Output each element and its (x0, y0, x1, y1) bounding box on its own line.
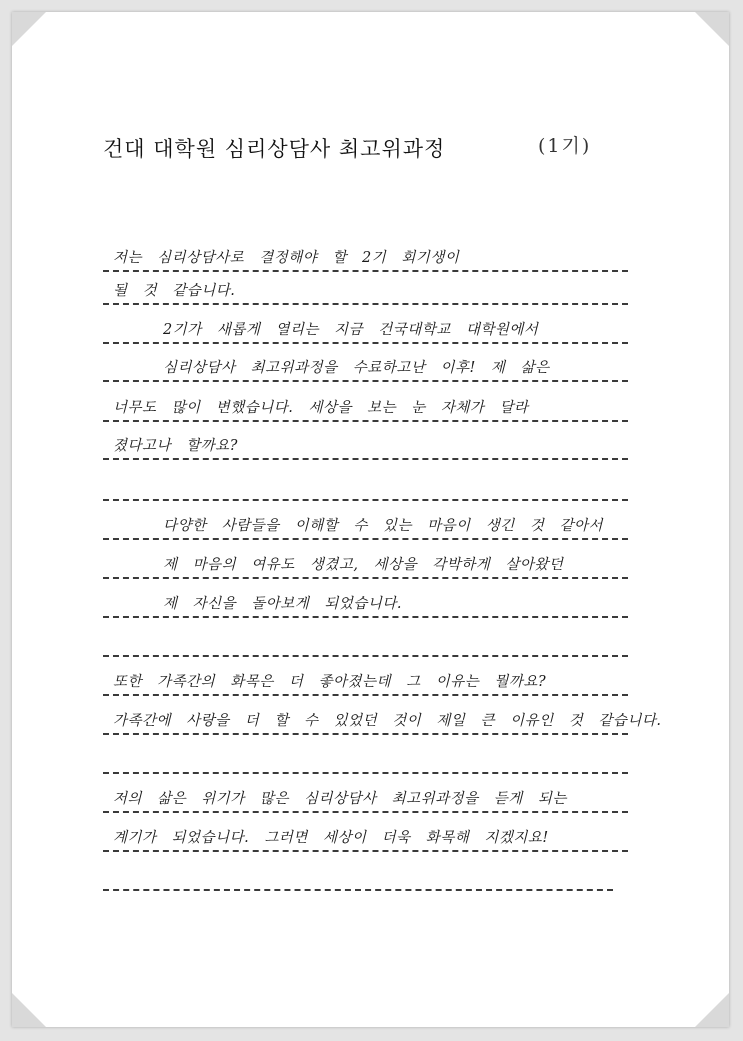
line-text: 다양한 사람들을 이해할 수 있는 마음이 생긴 것 같아서 (163, 518, 604, 534)
handwritten-line (103, 508, 628, 540)
handwritten-line (103, 742, 628, 774)
line-text: 될 것 같습니다. (113, 283, 236, 299)
line-text: 심리상담사 최고위과정을 수료하고난 이후! 제 삶은 (163, 360, 550, 376)
handwritten-line (103, 390, 628, 422)
line-text: 가족간에 사랑을 더 할 수 있었던 것이 제일 큰 이유인 것 같습니다. (113, 713, 662, 729)
line-text: 졌다고나 할까요? (113, 438, 238, 454)
handwritten-line (103, 312, 628, 344)
corner-fold-top-left (12, 12, 46, 46)
corner-fold-top-right (695, 12, 729, 46)
handwritten-line (103, 469, 628, 501)
line-text: 저의 삶은 위기가 많은 심리상담사 최고위과정을 듣게 되는 (113, 791, 567, 807)
handwritten-line (103, 703, 662, 735)
line-text: 너무도 많이 변했습니다. 세상을 보는 눈 자체가 달라 (113, 400, 529, 416)
title-note: (1기) (538, 135, 592, 157)
line-text: 제 자신을 돌아보게 되었습니다. (163, 596, 403, 612)
handwritten-line (103, 820, 628, 852)
handwritten-line (103, 586, 628, 618)
handwritten-line (103, 781, 628, 813)
line-text: 2기가 새롭게 열리는 지금 건국대학교 대학원에서 (163, 322, 539, 338)
handwritten-line (103, 273, 628, 305)
handwritten-line (103, 547, 628, 579)
corner-fold-bottom-left (12, 993, 46, 1027)
handwritten-line (103, 625, 628, 657)
document-title: 건대 대학원 심리상담사 최고위과정 (103, 137, 446, 161)
handwritten-line (103, 350, 628, 382)
line-text: 계기가 되었습니다. 그러면 세상이 더욱 화목해 지겠지요! (113, 830, 549, 846)
handwritten-line (103, 664, 628, 696)
line-text: 제 마음의 여유도 생겼고, 세상을 각박하게 살아왔던 (163, 557, 564, 573)
handwritten-line (103, 240, 628, 272)
line-text: 저는 심리상담사로 결정해야 할 2기 회기생이 (113, 250, 460, 266)
line-text: 또한 가족간의 화목은 더 좋아졌는데 그 이유는 뭘까요? (113, 674, 547, 690)
handwritten-line (103, 859, 613, 891)
handwritten-line (103, 428, 628, 460)
corner-fold-bottom-right (695, 993, 729, 1027)
